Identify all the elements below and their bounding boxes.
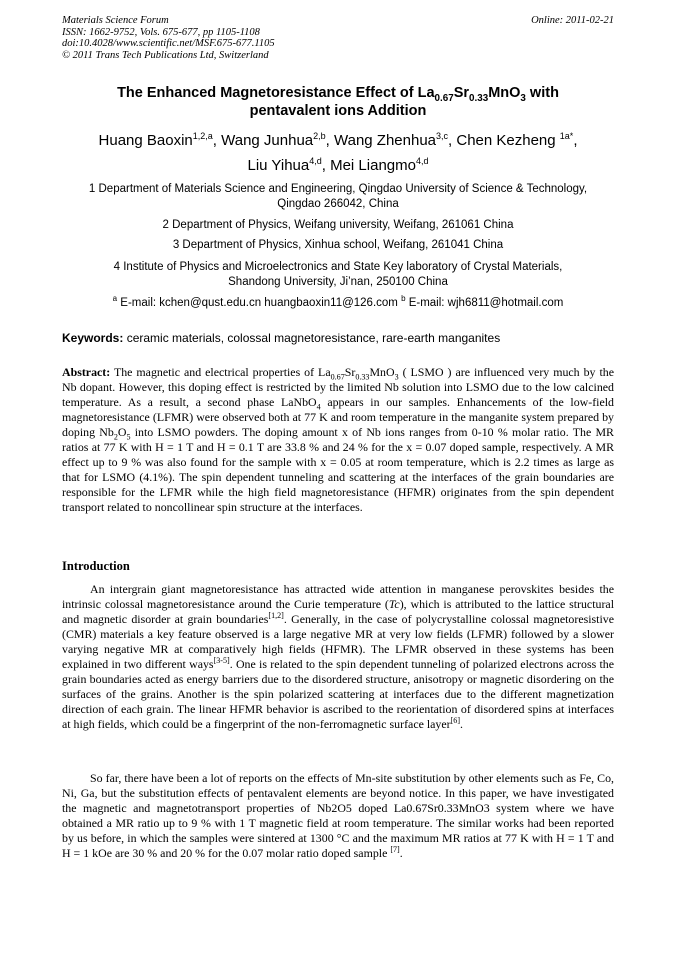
online-date: Online: 2011-02-21 [531, 15, 614, 26]
affiliation-4: 4 Institute of Physics and Microelectronics and State Key laboratory of Crystal Materials, Shandong University, Ji’nan, 250100 China [113, 261, 563, 288]
author-name: Huang Baoxin [98, 132, 193, 149]
title-line-2: pentavalent ions Addition [249, 103, 427, 119]
author-name: Chen Kezheng [456, 132, 560, 149]
email-a: E-mail: kchen@qust.edu.cn huangbaoxin11@126.com [117, 297, 402, 309]
author-list [62, 128, 614, 178]
abstract-label: Abstract: [62, 365, 111, 379]
citation: [1,2] [268, 611, 284, 621]
author-line-1: Huang Baoxin$^{1,2,a}$, Wang Junhua$^{2,b}$, Wang Zhenhua$^{3,c}$, Chen Kezheng $^{1a*}$, [98, 131, 578, 149]
title-line-1: The Enhanced Magnetoresistance Effect of $La_{0.67}Sr_{0.33}MnO_3$ with [117, 85, 559, 104]
affiliation-2: 2 Department of Physics, Weifang university, Weifang, 261061 China [162, 219, 514, 231]
journal-header [62, 15, 275, 61]
copyright-line: © 2011 Trans Tech Publications Ltd, Switzerland [62, 49, 269, 61]
author-name: Wang Zhenhua [334, 132, 437, 149]
introduction-paragraph-2: So far, there have been a lot of reports on the effects of Mn-site substitution by other elements such as Fe, Co, Ni, Ga, but the substitution effects of pentavalent elements are beyond notice. In this paper, we have investigated the magnetic and magnetotransport properties of Nb2O5 doped La0.67Sr0.33MnO3 system where we have obtained a MR ratio up to 9 % with 1 T magnetic field at room temperature. The similar works had been reported by us before, in which the samples were sintered at 1300 °C and the maximum MR ratios at 77 K with H = 1 T and H = 1 kOe are 30 % and 20 % for the 0.07 molar ratio doped sample [7]. [62, 771, 614, 860]
section-heading-introduction: Introduction [62, 559, 130, 573]
keywords [62, 331, 614, 346]
journal-name: Materials Science Forum [62, 15, 169, 26]
author-name: Mei Liangmo [330, 157, 416, 174]
author-line-2: Liu Yihua$^{4,d}$, Mei Liangmo$^{4,d}$ [247, 156, 429, 174]
author-name: Wang Junhua [221, 132, 314, 149]
email-b: E-mail: wjh6811@hotmail.com [405, 297, 564, 309]
author-name: Liu Yihua [247, 157, 310, 174]
abstract: Abstract: The magnetic and electrical properties of $La_{0.67}Sr_{0.33}MnO_3$ ( LSMO ) are influenced very much by the Nb dopant. However, this doping effect is restricted by the limited Nb solution into LSMO due to the low calcined temperature. As a result, a second phase LaNbO$_4$ appears in our samples. Enhancements of the low-field magnetoresistance (LFMR) were observed both at 77 K and room temperature in the manganite system prepared by doping $Nb_2O_5$ into LSMO powders. The doping amount x of Nb ions ranges from 0-10 % molar ratio. The MR ratios at 77 K with H = 1 T and H = 0.1 T are 33.8 % and 24 % for the x = 0.07 doped sample, respectively. A MR effect up to 9 % was also found for the sample with x = 0.05 at room temperature, which is 2.2 times as large as that for LSMO (4.1%). The spin dependent tunneling and scattering at the interfaces of the grain boundaries are responsible for the LFMR while the high field magnetoresistance (HFMR) originates from the spin dependent transport related to noncollinear spin structure at the interfaces. [62, 365, 614, 514]
introduction-paragraph-1: An intergrain giant magnetoresistance has attracted wide attention in manganese perovskites besides the intrinsic colossal magnetoresistance around the Curie temperature (Tc), which is attributed to the lattice structural and magnetic disorder at grain boundaries[1,2]. Generally, in the case of polycrystalline colossal magnetoresistive (CMR) materials a key feature observed is a large negative MR at very low fields (LFMR) followed by a slower varying negative MR at comparatively high fields (HFMR). The LFMR observed in these systems has been explained in two different ways[3-5]. One is related to the spin dependent tunneling of polarized electrons across the grain boundaries acted as energy barriers due to the disordered structure, anisotropy or magnetic disordering on the surfaces of the grains. Another is the spin polarized scattering at interfaces due to the different magnetization direction of each grain. The linear HFMR behavior is ascribed to the reorientation of disordered spins at interfaces at high fields, which could be a fingerprint of the non-ferromagnetic surface layer[6]. [62, 582, 614, 731]
doi-line: doi:10.4028/www.scientific.net/MSF.675-677.1105 [62, 38, 275, 49]
citation: [7] [390, 845, 400, 855]
keywords-label: Keywords: [62, 331, 124, 345]
keywords-text: ceramic materials, colossal magnetoresistance, rare-earth manganites [123, 331, 501, 345]
affiliation-1: 1 Department of Materials Science and Engineering, Qingdao University of Science & Technology, Qingdao 266042, China [88, 183, 588, 210]
paper-title [62, 84, 614, 120]
citation: [6] [450, 716, 461, 726]
affiliation-3: 3 Department of Physics, Xinhua school, Weifang, 261041 China [172, 239, 504, 251]
issn-line: ISSN: 1662-9752, Vols. 675-677, pp 1105-1108 [62, 26, 260, 38]
citation: [3-5] [213, 656, 230, 666]
email-line: $^a$ E-mail: kchen@qust.edu.cn huangbaoxin11@126.com $^b$ E-mail: wjh6811@hotmail.com [112, 294, 564, 309]
